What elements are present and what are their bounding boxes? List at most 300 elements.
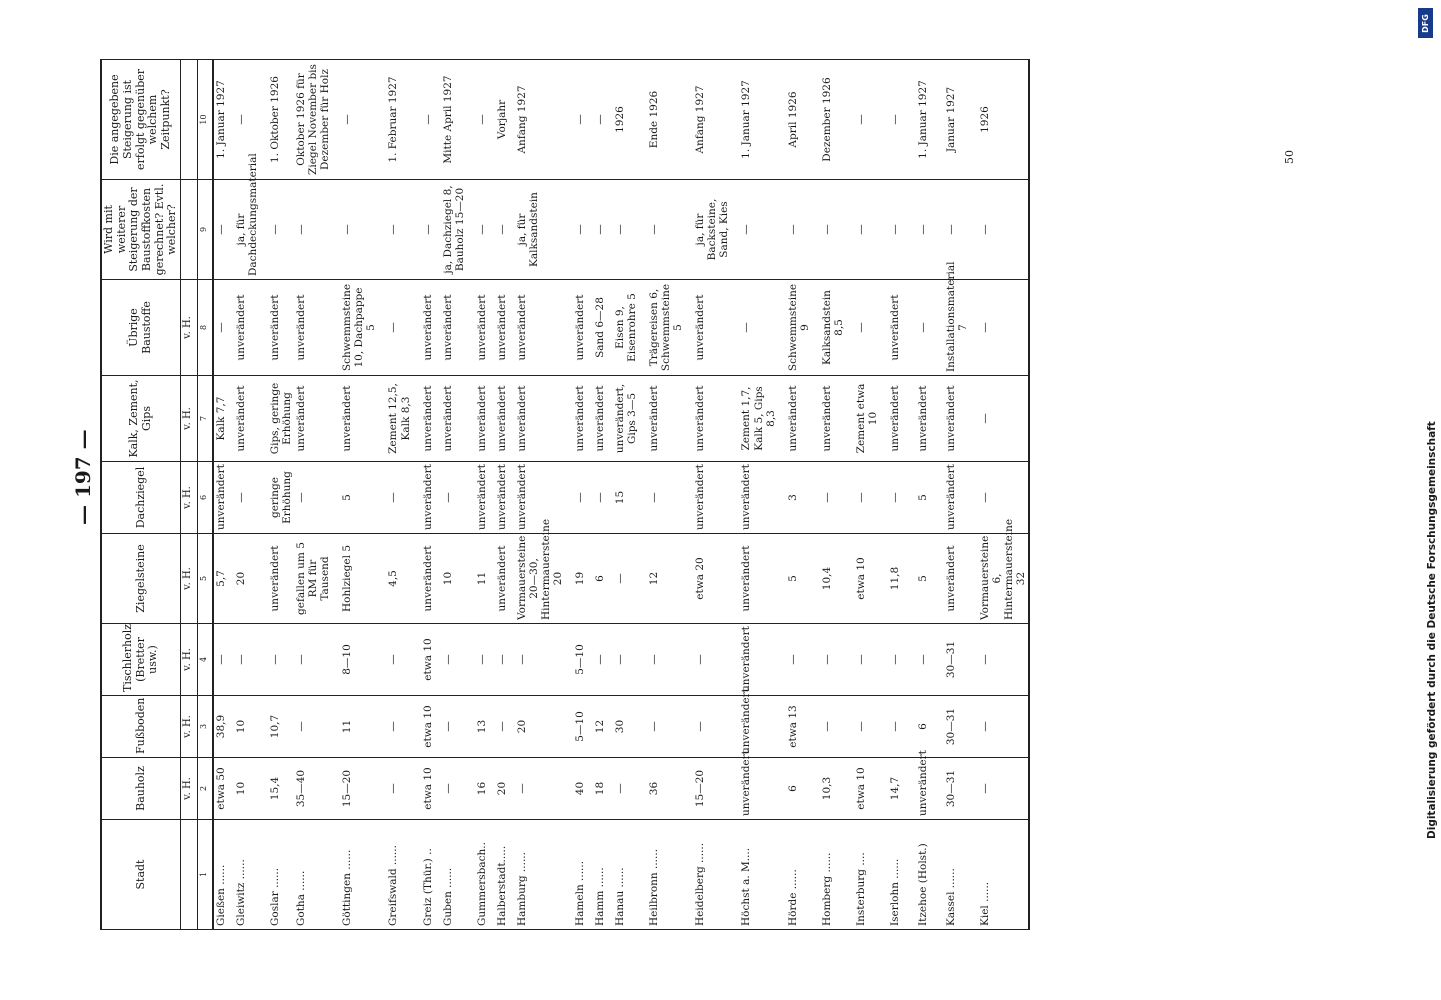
value-cell: — — [573, 180, 593, 280]
header-row — [101, 60, 180, 930]
spacer-cell — [639, 624, 647, 696]
value-cell: — — [978, 696, 1029, 758]
spacer-cell — [846, 624, 854, 696]
value-cell: — — [593, 60, 613, 180]
spacer-cell — [260, 376, 268, 462]
spacer-cell — [846, 180, 854, 280]
value-cell: 40 — [573, 758, 593, 820]
spacer-cell — [413, 624, 421, 696]
city-cell: Gotha ...... — [294, 820, 332, 930]
value-cell: — — [916, 180, 936, 280]
spacer-cell — [413, 462, 421, 534]
value-cell: — — [386, 758, 412, 820]
spacer-cell — [467, 60, 475, 180]
table-row — [786, 60, 812, 930]
value-cell: unverändert — [441, 376, 467, 462]
value-cell: unverändert — [294, 376, 332, 462]
value-cell: April 1926 — [786, 60, 812, 180]
value-cell: Trägereisen 6, Schwemmsteine 5 — [647, 280, 685, 376]
spacer-cell — [908, 280, 916, 376]
spacer-cell — [378, 180, 386, 280]
spacer-cell — [639, 180, 647, 280]
value-cell: ja, Dachziegel 8, Bauholz 15—20 — [441, 180, 467, 280]
spacer-cell — [467, 376, 475, 462]
value-cell: 20 — [515, 696, 565, 758]
spacer-cell — [467, 280, 475, 376]
value-cell: — — [854, 696, 880, 758]
column-number: 2 — [197, 758, 213, 820]
column-header: Übrige Baustoffe — [101, 280, 180, 376]
spacer-cell — [639, 820, 647, 930]
spacer-cell — [565, 462, 573, 534]
spacer-cell — [880, 820, 888, 930]
spacer-cell — [731, 758, 739, 820]
spacer-cell — [880, 376, 888, 462]
column-header: Stadt — [101, 820, 180, 930]
spacer-cell — [812, 820, 820, 930]
value-cell: 30 — [613, 696, 639, 758]
spacer-cell — [908, 60, 916, 180]
row-spacer — [778, 60, 786, 930]
value-cell: Januar 1927 — [944, 60, 970, 180]
city-cell: Gummersbach.. — [475, 820, 495, 930]
value-cell: — — [888, 60, 908, 180]
value-cell: — — [693, 696, 731, 758]
value-cell: unverändert — [421, 534, 441, 624]
page-number: — 197 — — [71, 429, 95, 525]
column-unit: v. H. — [180, 624, 197, 696]
city-cell: Halberstadt..... — [495, 820, 515, 930]
spacer-cell — [778, 60, 786, 180]
city-cell: Höchst a. M.... — [739, 820, 777, 930]
spacer-cell — [936, 696, 944, 758]
spacer-cell — [332, 60, 340, 180]
spacer-cell — [685, 820, 693, 930]
spacer-cell — [936, 820, 944, 930]
value-cell: — — [613, 180, 639, 280]
value-cell: 5—10 — [573, 624, 593, 696]
value-cell: unverändert — [495, 534, 515, 624]
spacer-cell — [332, 624, 340, 696]
spacer-cell — [880, 462, 888, 534]
table-row — [421, 60, 441, 930]
city-cell: Gießen ...... — [213, 820, 234, 930]
spacer-cell — [936, 180, 944, 280]
spacer-cell — [685, 696, 693, 758]
spacer-cell — [880, 534, 888, 624]
value-cell: Eisen 9, Eisenrohre 5 — [613, 280, 639, 376]
value-cell: 10,4 — [820, 534, 846, 624]
value-cell: — — [234, 60, 260, 180]
table-row — [495, 60, 515, 930]
value-cell: — — [888, 180, 908, 280]
column-header: Dachziegel — [101, 462, 180, 534]
spacer-cell — [467, 534, 475, 624]
city-cell: Iserlohn ...... — [888, 820, 908, 930]
spacer-cell — [936, 280, 944, 376]
value-cell: — — [786, 180, 812, 280]
value-cell: — — [294, 462, 332, 534]
spacer-cell — [731, 696, 739, 758]
spacer-cell — [812, 180, 820, 280]
spacer-cell — [260, 820, 268, 930]
table-row — [888, 60, 908, 930]
value-cell: unverändert — [916, 758, 936, 820]
value-cell: — — [294, 696, 332, 758]
spacer-cell — [936, 376, 944, 462]
spacer-cell — [685, 624, 693, 696]
spacer-cell — [970, 376, 978, 462]
value-cell: unverändert — [739, 696, 777, 758]
value-cell: — — [854, 60, 880, 180]
spacer-cell — [908, 696, 916, 758]
value-cell: ja, für Dachdeckungsmaterial — [234, 180, 260, 280]
value-cell: unverändert — [739, 624, 777, 696]
unit-row — [180, 60, 197, 930]
rotated-table-wrapper — [100, 60, 1270, 930]
value-cell: 20 — [495, 758, 515, 820]
city-cell: Hanau ...... — [613, 820, 639, 930]
spacer-cell — [467, 758, 475, 820]
spacer-cell — [639, 462, 647, 534]
value-cell: — — [693, 624, 731, 696]
value-cell: 1. Oktober 1926 — [268, 60, 294, 180]
side-page-number: 50 — [1283, 150, 1296, 164]
column-number: 6 — [197, 462, 213, 534]
value-cell: unverändert — [268, 280, 294, 376]
row-spacer — [639, 60, 647, 930]
value-cell: — — [421, 60, 441, 180]
value-cell: — — [820, 462, 846, 534]
value-cell: unverändert — [693, 462, 731, 534]
spacer-cell — [880, 696, 888, 758]
spacer-cell — [778, 280, 786, 376]
spacer-cell — [260, 696, 268, 758]
table-row — [647, 60, 685, 930]
value-cell: etwa 20 — [693, 534, 731, 624]
value-cell: 30—31 — [944, 758, 970, 820]
spacer-cell — [731, 624, 739, 696]
value-cell: geringe Erhöhung — [268, 462, 294, 534]
column-header: Ziegelsteine — [101, 534, 180, 624]
column-header: Fußboden — [101, 696, 180, 758]
spacer-cell — [880, 624, 888, 696]
column-unit: v. H. — [180, 534, 197, 624]
value-cell: — — [213, 280, 234, 376]
spacer-cell — [970, 180, 978, 280]
spacer-cell — [685, 280, 693, 376]
value-cell: 6 — [916, 696, 936, 758]
value-cell: — — [386, 696, 412, 758]
spacer-cell — [260, 534, 268, 624]
column-number: 10 — [197, 60, 213, 180]
row-spacer — [565, 60, 573, 930]
column-number: 4 — [197, 624, 213, 696]
value-cell: etwa 50 — [213, 758, 234, 820]
value-cell: Vorjahr — [495, 60, 515, 180]
value-cell: 1. Februar 1927 — [386, 60, 412, 180]
value-cell: — — [340, 180, 378, 280]
spacer-cell — [260, 280, 268, 376]
spacer-cell — [332, 820, 340, 930]
table-body — [213, 60, 1030, 930]
value-cell: — — [888, 462, 908, 534]
value-cell: 12 — [647, 534, 685, 624]
value-cell: 35—40 — [294, 758, 332, 820]
value-cell: unverändert — [475, 462, 495, 534]
city-cell: Hamm ...... — [593, 820, 613, 930]
spacer-cell — [936, 60, 944, 180]
column-header: Kalk, Zement, Gips — [101, 376, 180, 462]
value-cell: — — [820, 696, 846, 758]
value-cell: Zement 12,5, Kalk 8,3 — [386, 376, 412, 462]
table-row — [854, 60, 880, 930]
value-cell: — — [593, 180, 613, 280]
value-cell: — — [916, 280, 936, 376]
spacer-cell — [812, 758, 820, 820]
value-cell: 6 — [593, 534, 613, 624]
city-cell: Göttingen ...... — [340, 820, 378, 930]
value-cell: Zement etwa 10 — [854, 376, 880, 462]
spacer-cell — [846, 376, 854, 462]
spacer-cell — [378, 376, 386, 462]
spacer-cell — [685, 180, 693, 280]
spacer-cell — [731, 180, 739, 280]
table-row — [573, 60, 593, 930]
spacer-cell — [413, 820, 421, 930]
value-cell: — — [854, 280, 880, 376]
table-row — [475, 60, 495, 930]
column-header: Tischlerholz (Bretter usw.) — [101, 624, 180, 696]
spacer-cell — [378, 60, 386, 180]
spacer-cell — [812, 376, 820, 462]
spacer-cell — [467, 462, 475, 534]
city-cell: Heidelberg ...... — [693, 820, 731, 930]
value-cell: — — [978, 624, 1029, 696]
value-cell: — — [475, 60, 495, 180]
value-cell: 1. Januar 1927 — [213, 60, 234, 180]
spacer-cell — [565, 376, 573, 462]
value-cell: 19 — [573, 534, 593, 624]
spacer-cell — [378, 462, 386, 534]
city-cell: Greifswald ...... — [386, 820, 412, 930]
value-cell: — — [944, 180, 970, 280]
value-cell: 4,5 — [386, 534, 412, 624]
row-spacer — [260, 60, 268, 930]
table-row — [340, 60, 378, 930]
spacer-cell — [332, 376, 340, 462]
spacer-cell — [812, 60, 820, 180]
city-cell: Homberg ...... — [820, 820, 846, 930]
value-cell: — — [441, 696, 467, 758]
city-cell: Greiz (Thür.) .. — [421, 820, 441, 930]
spacer-cell — [378, 696, 386, 758]
spacer-cell — [565, 624, 573, 696]
row-spacer — [378, 60, 386, 930]
value-cell: ja, für Kalksandstein — [515, 180, 565, 280]
value-cell: 13 — [475, 696, 495, 758]
value-cell: — — [820, 180, 846, 280]
value-cell: 30—31 — [944, 624, 970, 696]
value-cell: 8—10 — [340, 624, 378, 696]
spacer-cell — [332, 462, 340, 534]
value-cell: unverändert — [421, 280, 441, 376]
city-cell: Insterburg .... — [854, 820, 880, 930]
column-unit: v. H. — [180, 462, 197, 534]
value-cell: unverändert — [888, 280, 908, 376]
value-cell: 3 — [786, 462, 812, 534]
value-cell: — — [613, 534, 639, 624]
spacer-cell — [639, 376, 647, 462]
value-cell: Ende 1926 — [647, 60, 685, 180]
value-cell: — — [647, 462, 685, 534]
spacer-cell — [908, 534, 916, 624]
value-cell: 15,4 — [268, 758, 294, 820]
spacer-cell — [260, 758, 268, 820]
spacer-cell — [413, 180, 421, 280]
spacer-cell — [332, 758, 340, 820]
spacer-cell — [846, 758, 854, 820]
value-cell: unverändert — [573, 376, 593, 462]
table-row — [944, 60, 970, 930]
value-cell: unverändert — [739, 758, 777, 820]
value-cell: — — [441, 758, 467, 820]
spacer-cell — [778, 758, 786, 820]
value-cell: 11 — [475, 534, 495, 624]
spacer-cell — [812, 534, 820, 624]
column-number: 5 — [197, 534, 213, 624]
table-row — [234, 60, 260, 930]
value-cell: — — [854, 180, 880, 280]
spacer-cell — [565, 758, 573, 820]
value-cell: 5 — [916, 534, 936, 624]
table-row — [739, 60, 777, 930]
value-cell: — — [613, 758, 639, 820]
value-cell: — — [268, 624, 294, 696]
value-cell: 10,3 — [820, 758, 846, 820]
spacer-cell — [812, 462, 820, 534]
spacer-cell — [260, 180, 268, 280]
spacer-cell — [846, 462, 854, 534]
city-cell: Guben ...... — [441, 820, 467, 930]
column-unit — [180, 60, 197, 180]
value-cell: unverändert — [294, 280, 332, 376]
value-cell: unverändert — [340, 376, 378, 462]
value-cell: 1926 — [978, 60, 1029, 180]
spacer-cell — [413, 534, 421, 624]
value-cell: — — [978, 280, 1029, 376]
value-cell: 5,7 — [213, 534, 234, 624]
value-cell: 1. Januar 1927 — [916, 60, 936, 180]
row-spacer — [908, 60, 916, 930]
spacer-cell — [880, 180, 888, 280]
spacer-cell — [332, 696, 340, 758]
spacer-cell — [812, 624, 820, 696]
spacer-cell — [413, 280, 421, 376]
city-cell: Heilbronn ...... — [647, 820, 685, 930]
spacer-cell — [565, 60, 573, 180]
value-cell: unverändert — [944, 376, 970, 462]
column-unit: v. H. — [180, 758, 197, 820]
row-spacer — [685, 60, 693, 930]
value-cell: — — [739, 180, 777, 280]
value-cell: 18 — [593, 758, 613, 820]
value-cell: unverändert — [888, 376, 908, 462]
value-cell: Vormauersteine 6, Hintermauersteine 32 — [978, 534, 1029, 624]
spacer-cell — [685, 462, 693, 534]
value-cell: — — [495, 624, 515, 696]
spacer-cell — [565, 280, 573, 376]
spacer-cell — [970, 60, 978, 180]
spacer-cell — [908, 376, 916, 462]
value-cell: — — [441, 624, 467, 696]
spacer-cell — [467, 180, 475, 280]
city-cell: Hörde ...... — [786, 820, 812, 930]
value-cell: Sand 6—28 — [593, 280, 613, 376]
value-cell: — — [386, 624, 412, 696]
value-cell: — — [294, 180, 332, 280]
spacer-cell — [908, 462, 916, 534]
city-cell: Hameln ...... — [573, 820, 593, 930]
value-cell: unverändert — [234, 280, 260, 376]
spacer-cell — [908, 820, 916, 930]
column-header: Bauholz — [101, 758, 180, 820]
value-cell: — — [515, 758, 565, 820]
value-cell: — — [421, 180, 441, 280]
value-cell: unverändert — [495, 376, 515, 462]
spacer-cell — [846, 534, 854, 624]
value-cell: unverändert — [268, 534, 294, 624]
spacer-cell — [260, 60, 268, 180]
dfg-funding-note: Digitalisierung gefördert durch die Deutsche Forschungsgemeinschaft — [1426, 421, 1438, 839]
value-cell: unverändert — [647, 376, 685, 462]
spacer-cell — [908, 624, 916, 696]
value-cell: Mitte April 1927 — [441, 60, 467, 180]
column-number: 8 — [197, 280, 213, 376]
value-cell: — — [340, 60, 378, 180]
value-cell: unverändert — [213, 462, 234, 534]
spacer-cell — [778, 624, 786, 696]
value-cell: unverändert — [234, 376, 260, 462]
value-cell: Zement 1,7, Kalk 5, Gips 8,3 — [739, 376, 777, 462]
value-cell: unverändert — [441, 280, 467, 376]
value-cell: unverändert — [944, 462, 970, 534]
table-row — [515, 60, 565, 930]
spacer-cell — [413, 60, 421, 180]
value-cell: — — [978, 180, 1029, 280]
value-cell: 6 — [786, 758, 812, 820]
spacer-cell — [467, 820, 475, 930]
table-row — [978, 60, 1029, 930]
spacer-cell — [778, 534, 786, 624]
value-cell: etwa 13 — [786, 696, 812, 758]
spacer-cell — [378, 534, 386, 624]
column-unit: v. H. — [180, 696, 197, 758]
column-number: 9 — [197, 180, 213, 280]
value-cell: unverändert — [475, 376, 495, 462]
value-cell: etwa 10 — [421, 758, 441, 820]
value-cell: Kalk 7,7 — [213, 376, 234, 462]
spacer-cell — [778, 376, 786, 462]
row-spacer — [970, 60, 978, 930]
value-cell: 12 — [593, 696, 613, 758]
value-cell: etwa 10 — [854, 534, 880, 624]
value-cell: 5 — [340, 462, 378, 534]
spacer-cell — [639, 696, 647, 758]
spacer-cell — [332, 180, 340, 280]
spacer-cell — [731, 280, 739, 376]
spacer-cell — [639, 534, 647, 624]
